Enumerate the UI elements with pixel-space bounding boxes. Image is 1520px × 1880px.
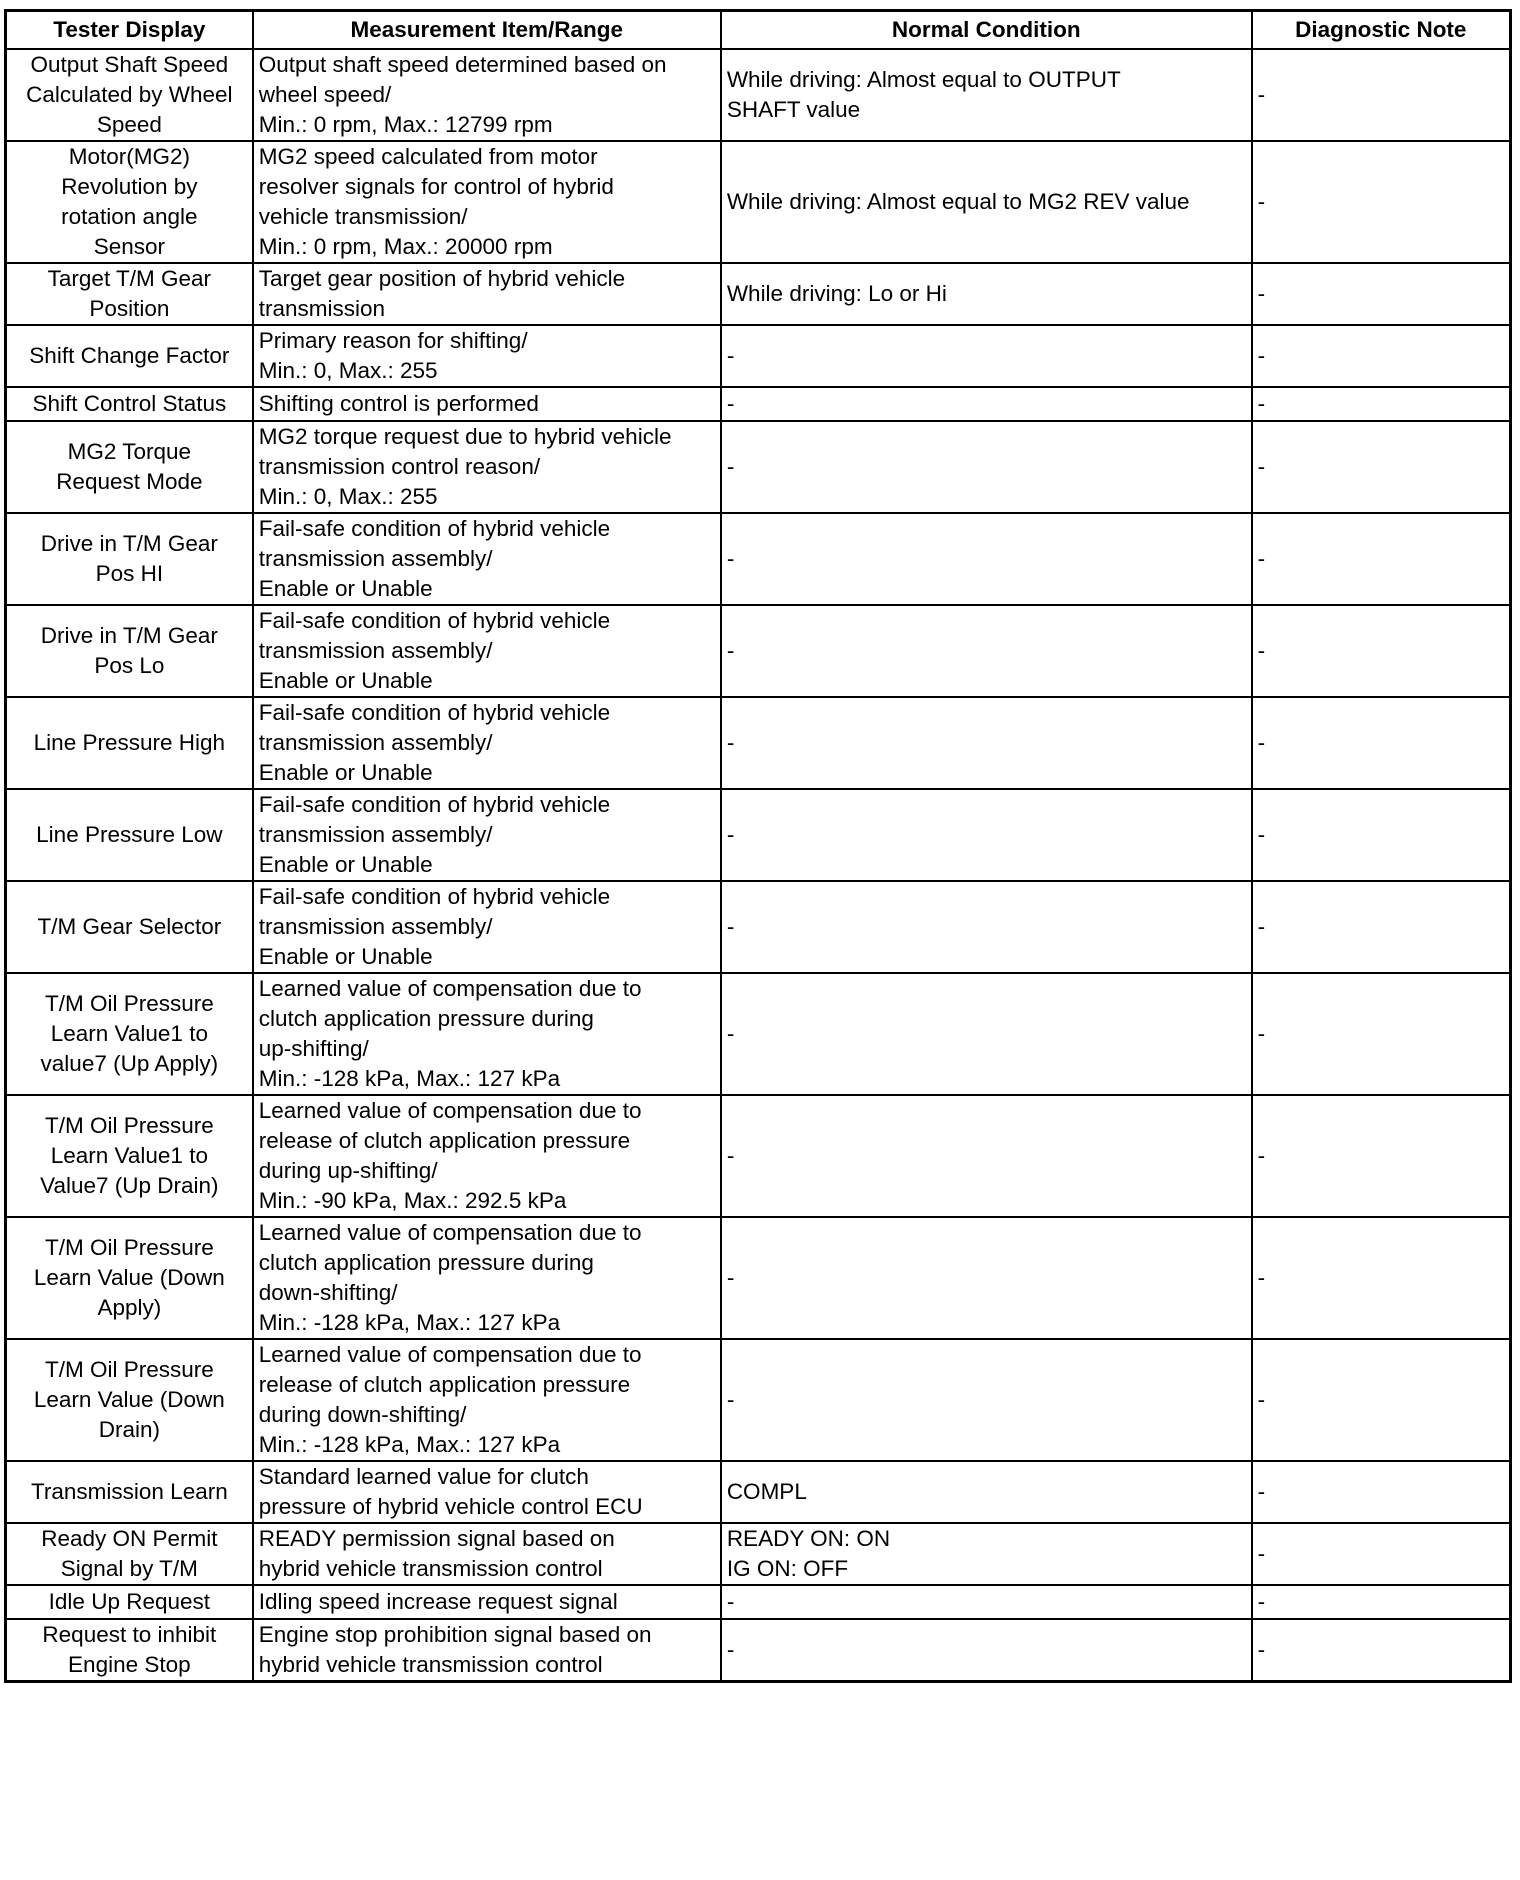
table-row — [6, 1619, 1511, 1682]
cell-tester-display: T/M Gear Selector — [6, 881, 253, 973]
table-row — [6, 1585, 1511, 1619]
cell-diagnostic-note: - — [1252, 387, 1511, 421]
cell-tester-display: T/M Oil Pressure Learn Value (Down Drain) — [6, 1339, 253, 1461]
cell-diagnostic-note: - — [1252, 697, 1511, 789]
table-row — [6, 1217, 1511, 1339]
table-row — [6, 789, 1511, 881]
header-tester-display: Tester Display — [6, 11, 253, 50]
cell-normal-condition: - — [721, 1095, 1252, 1217]
cell-tester-display: Drive in T/M Gear Pos Lo — [6, 605, 253, 697]
data-list-table — [4, 9, 1512, 1683]
table-header-row — [6, 11, 1511, 50]
cell-tester-display: T/M Oil Pressure Learn Value (Down Apply) — [6, 1217, 253, 1339]
cell-normal-condition: While driving: Almost equal to MG2 REV value — [721, 141, 1252, 263]
cell-normal-condition: - — [721, 1585, 1252, 1619]
cell-tester-display: Motor(MG2) Revolution by rotation angle Sensor — [6, 141, 253, 263]
cell-tester-display: Shift Control Status — [6, 387, 253, 421]
cell-tester-display: T/M Oil Pressure Learn Value1 to Value7 (Up Drain) — [6, 1095, 253, 1217]
cell-normal-condition: While driving: Almost equal to OUTPUT SHAFT value — [721, 49, 1252, 141]
table-row — [6, 1095, 1511, 1217]
cell-measurement-item: Fail-safe condition of hybrid vehicle transmission assembly/ Enable or Unable — [253, 789, 721, 881]
cell-measurement-item: MG2 torque request due to hybrid vehicle transmission control reason/ Min.: 0, Max.: 255 — [253, 421, 721, 513]
cell-normal-condition: - — [721, 513, 1252, 605]
cell-diagnostic-note: - — [1252, 141, 1511, 263]
cell-diagnostic-note: - — [1252, 1095, 1511, 1217]
cell-measurement-item: Fail-safe condition of hybrid vehicle transmission assembly/ Enable or Unable — [253, 605, 721, 697]
table-row — [6, 697, 1511, 789]
cell-normal-condition: - — [721, 1217, 1252, 1339]
cell-measurement-item: Target gear position of hybrid vehicle transmission — [253, 263, 721, 325]
cell-diagnostic-note: - — [1252, 881, 1511, 973]
cell-measurement-item: Learned value of compensation due to release of clutch application pressure during down-shifting/ Min.: -128 kPa, Max.: 127 kPa — [253, 1339, 721, 1461]
header-measurement-item: Measurement Item/Range — [253, 11, 721, 50]
table-row — [6, 49, 1511, 141]
table-row — [6, 513, 1511, 605]
cell-normal-condition: - — [721, 881, 1252, 973]
table-row — [6, 421, 1511, 513]
table-row — [6, 1339, 1511, 1461]
cell-diagnostic-note: - — [1252, 1619, 1511, 1682]
cell-measurement-item: Learned value of compensation due to clutch application pressure during down-shifting/ Min.: -128 kPa, Max.: 127 kPa — [253, 1217, 721, 1339]
header-normal-condition: Normal Condition — [721, 11, 1252, 50]
cell-measurement-item: Fail-safe condition of hybrid vehicle transmission assembly/ Enable or Unable — [253, 697, 721, 789]
cell-diagnostic-note: - — [1252, 325, 1511, 387]
cell-diagnostic-note: - — [1252, 49, 1511, 141]
cell-normal-condition: READY ON: ON IG ON: OFF — [721, 1523, 1252, 1585]
cell-tester-display: Target T/M Gear Position — [6, 263, 253, 325]
cell-tester-display: Line Pressure Low — [6, 789, 253, 881]
table-row — [6, 605, 1511, 697]
cell-diagnostic-note: - — [1252, 1523, 1511, 1585]
cell-normal-condition: - — [721, 421, 1252, 513]
cell-tester-display: Transmission Learn — [6, 1461, 253, 1523]
table-row — [6, 263, 1511, 325]
cell-diagnostic-note: - — [1252, 789, 1511, 881]
cell-tester-display: Drive in T/M Gear Pos HI — [6, 513, 253, 605]
table-row — [6, 881, 1511, 973]
cell-normal-condition: - — [721, 605, 1252, 697]
cell-normal-condition: - — [721, 1619, 1252, 1682]
table-row — [6, 1461, 1511, 1523]
cell-measurement-item: Learned value of compensation due to release of clutch application pressure during up-shifting/ Min.: -90 kPa, Max.: 292.5 kPa — [253, 1095, 721, 1217]
cell-diagnostic-note: - — [1252, 973, 1511, 1095]
cell-tester-display: T/M Oil Pressure Learn Value1 to value7 (Up Apply) — [6, 973, 253, 1095]
cell-measurement-item: Learned value of compensation due to clutch application pressure during up-shifting/ Min.: -128 kPa, Max.: 127 kPa — [253, 973, 721, 1095]
cell-tester-display: Ready ON Permit Signal by T/M — [6, 1523, 253, 1585]
cell-measurement-item: Standard learned value for clutch pressure of hybrid vehicle control ECU — [253, 1461, 721, 1523]
cell-measurement-item: Primary reason for shifting/ Min.: 0, Max.: 255 — [253, 325, 721, 387]
table-row — [6, 973, 1511, 1095]
cell-normal-condition: COMPL — [721, 1461, 1252, 1523]
cell-tester-display: Request to inhibit Engine Stop — [6, 1619, 253, 1682]
cell-measurement-item: Fail-safe condition of hybrid vehicle transmission assembly/ Enable or Unable — [253, 881, 721, 973]
cell-tester-display: Idle Up Request — [6, 1585, 253, 1619]
cell-diagnostic-note: - — [1252, 1217, 1511, 1339]
cell-diagnostic-note: - — [1252, 1585, 1511, 1619]
cell-tester-display: Shift Change Factor — [6, 325, 253, 387]
cell-diagnostic-note: - — [1252, 513, 1511, 605]
cell-measurement-item: MG2 speed calculated from motor resolver signals for control of hybrid vehicle transmission/ Min.: 0 rpm, Max.: 20000 rpm — [253, 141, 721, 263]
cell-measurement-item: Output shaft speed determined based on wheel speed/ Min.: 0 rpm, Max.: 12799 rpm — [253, 49, 721, 141]
cell-normal-condition: - — [721, 1339, 1252, 1461]
cell-diagnostic-note: - — [1252, 263, 1511, 325]
table-row — [6, 141, 1511, 263]
cell-normal-condition: - — [721, 973, 1252, 1095]
cell-normal-condition: - — [721, 697, 1252, 789]
cell-measurement-item: Engine stop prohibition signal based on hybrid vehicle transmission control — [253, 1619, 721, 1682]
cell-normal-condition: - — [721, 789, 1252, 881]
cell-tester-display: MG2 Torque Request Mode — [6, 421, 253, 513]
cell-measurement-item: Idling speed increase request signal — [253, 1585, 721, 1619]
table-row — [6, 1523, 1511, 1585]
cell-normal-condition: - — [721, 325, 1252, 387]
cell-normal-condition: While driving: Lo or Hi — [721, 263, 1252, 325]
cell-measurement-item: Fail-safe condition of hybrid vehicle transmission assembly/ Enable or Unable — [253, 513, 721, 605]
table-row — [6, 325, 1511, 387]
cell-diagnostic-note: - — [1252, 605, 1511, 697]
cell-tester-display: Output Shaft Speed Calculated by Wheel Speed — [6, 49, 253, 141]
cell-diagnostic-note: - — [1252, 421, 1511, 513]
cell-normal-condition: - — [721, 387, 1252, 421]
header-diagnostic-note: Diagnostic Note — [1252, 11, 1511, 50]
cell-diagnostic-note: - — [1252, 1461, 1511, 1523]
data-list-table-container — [4, 9, 1512, 1683]
cell-tester-display: Line Pressure High — [6, 697, 253, 789]
cell-diagnostic-note: - — [1252, 1339, 1511, 1461]
cell-measurement-item: READY permission signal based on hybrid vehicle transmission control — [253, 1523, 721, 1585]
table-row — [6, 387, 1511, 421]
cell-measurement-item: Shifting control is performed — [253, 387, 721, 421]
